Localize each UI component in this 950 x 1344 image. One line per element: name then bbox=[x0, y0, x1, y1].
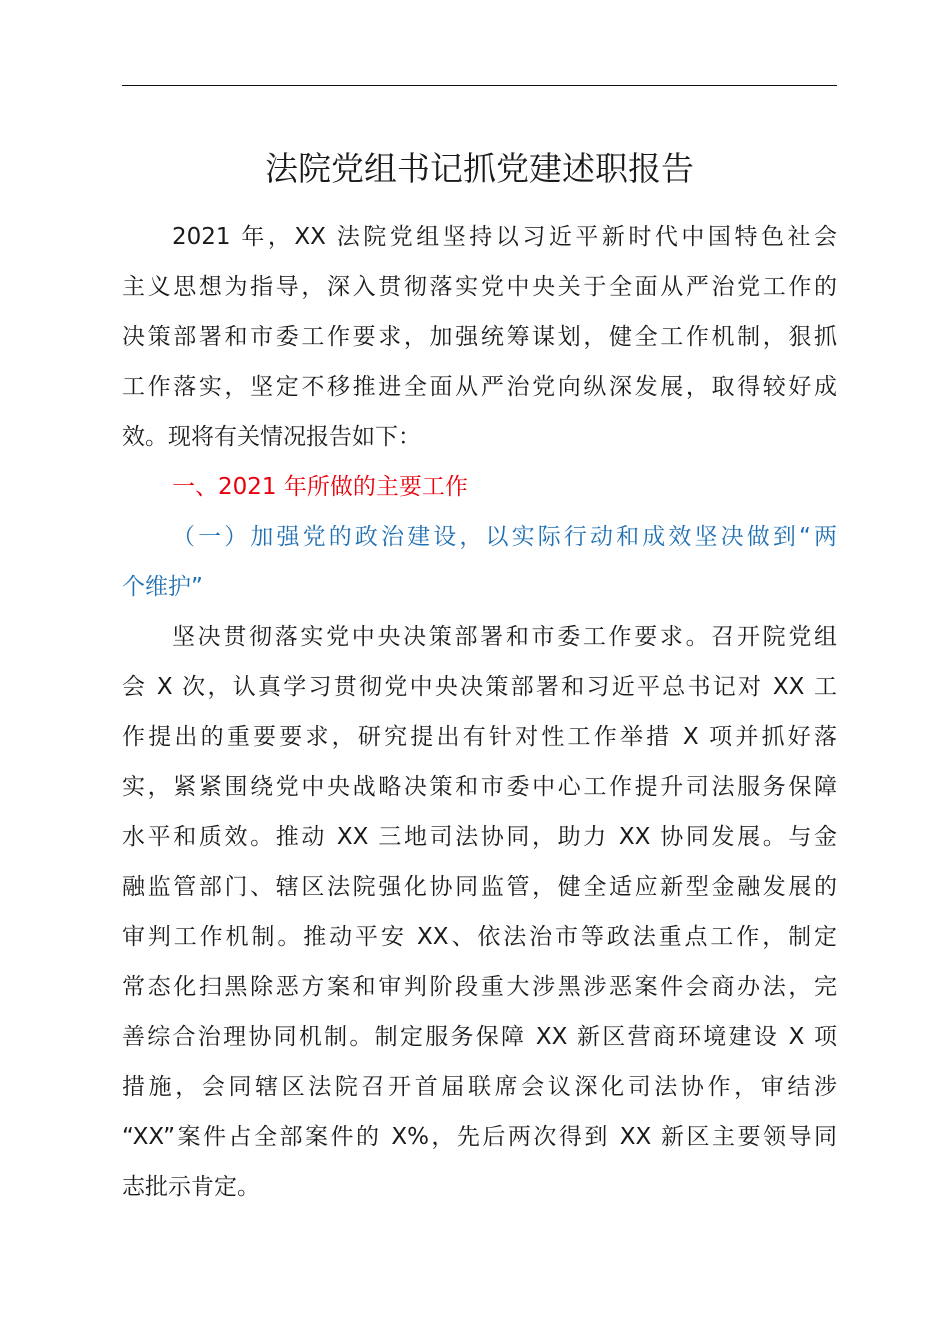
paragraph-intro-line: 2021 年，XX 法院党组坚持以习近平新时代中国特色社会 bbox=[172, 224, 837, 250]
header-rule bbox=[122, 85, 837, 86]
paragraph-body-line: 坚决贯彻落实党中央决策部署和市委工作要求。召开院党组 bbox=[172, 624, 837, 650]
paragraph-body-line: 志批示肯定。 bbox=[122, 1174, 260, 1200]
paragraph-intro-line: 主义思想为指导，深入贯彻落实党中央关于全面从严治党工作的 bbox=[122, 274, 837, 300]
paragraph-body-line: 融监管部门、辖区法院强化协同监管，健全适应新型金融发展的 bbox=[122, 874, 837, 900]
paragraph-intro-line: 决策部署和市委工作要求，加强统筹谋划，健全工作机制，狠抓 bbox=[122, 324, 837, 350]
paragraph-body-line: 水平和质效。推动 XX 三地司法协同，助力 XX 协同发展。与金 bbox=[122, 824, 837, 850]
paragraph-body-line: 善综合治理协同机制。制定服务保障 XX 新区营商环境建设 X 项 bbox=[122, 1024, 837, 1050]
paragraph-body-line: 措施，会同辖区法院召开首届联席会议深化司法协作，审结涉 bbox=[122, 1074, 837, 1100]
subsection-heading-line: 个维护” bbox=[122, 574, 203, 600]
paragraph-body-line: 会 X 次，认真学习贯彻党中央决策部署和习近平总书记对 XX 工 bbox=[122, 674, 837, 700]
subsection-heading-line: （一）加强党的政治建设，以实际行动和成效坚决做到“两 bbox=[172, 524, 837, 550]
paragraph-body-line: “XX”案件占全部案件的 X%，先后两次得到 XX 新区主要领导同 bbox=[122, 1124, 837, 1150]
paragraph-body-line: 实，紧紧围绕党中央战略决策和市委中心工作提升司法服务保障 bbox=[122, 774, 837, 800]
paragraph-intro-line: 工作落实，坚定不移推进全面从严治党向纵深发展，取得较好成 bbox=[122, 374, 837, 400]
paragraph-body-line: 审判工作机制。推动平安 XX、依法治市等政法重点工作，制定 bbox=[122, 924, 837, 950]
paragraph-intro-line: 效。现将有关情况报告如下： bbox=[122, 424, 421, 450]
document-title: 法院党组书记抓党建述职报告 bbox=[265, 149, 694, 188]
document-body bbox=[122, 212, 837, 1212]
paragraph-body-line: 作提出的重要要求，研究提出有针对性工作举措 X 项并抓好落 bbox=[122, 724, 837, 750]
paragraph-body-line: 常态化扫黑除恶方案和审判阶段重大涉黑涉恶案件会商办法，完 bbox=[122, 974, 837, 1000]
section-heading-1: 一、2021 年所做的主要工作 bbox=[172, 474, 468, 500]
